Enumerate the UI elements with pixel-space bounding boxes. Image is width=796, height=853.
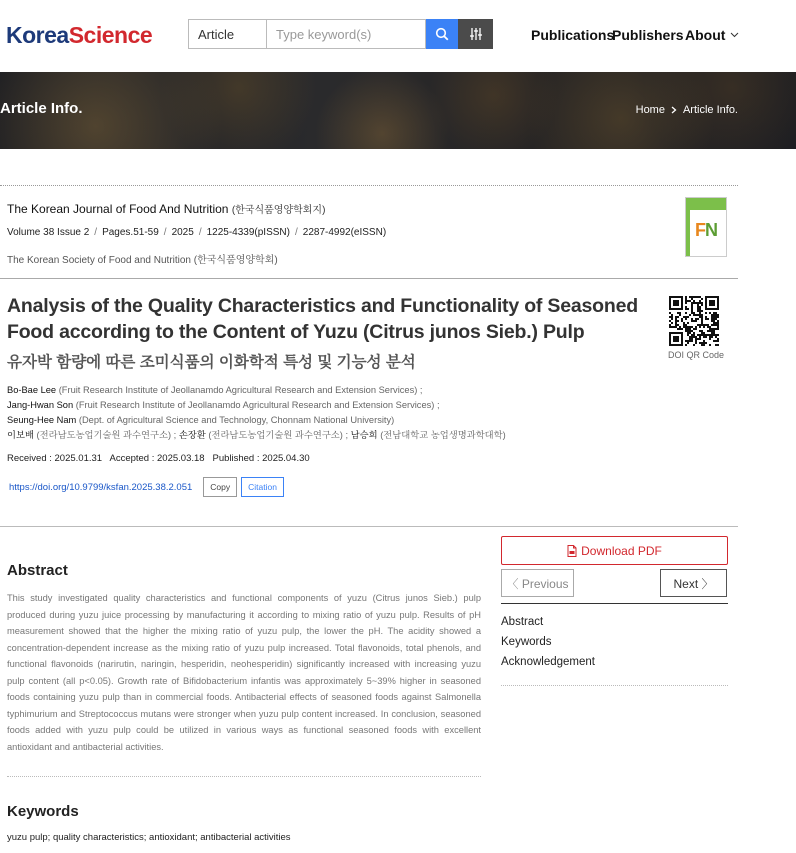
journal-year: 2025 [171, 227, 194, 238]
author-affiliation: (Dept. of Agricultural Science and Technology, Chonnam National University) [78, 415, 395, 425]
doi-qr-code[interactable] [669, 296, 719, 346]
journal-meta: Volume 38 Issue 2 / Pages.51-59 / 2025 / 1225-4339(pISSN) / 2287-4992(eISSN) [7, 227, 387, 238]
journal-cover-logo: FN [695, 220, 717, 240]
journal-name-en: The Korean Journal of Food And Nutrition [7, 202, 229, 216]
author-name-kr[interactable]: 이보배 [7, 430, 34, 440]
search-input[interactable]: Type keyword(s) [266, 19, 426, 49]
abstract-text: This study investigated quality characteristics and functional components of yuzu (Citrus junos Sieb.) pulp produced during yuzu juice processing by manufacturing it according to mixing ratio of yuzu pulp. Results of pH measurement showed that the higher the mixing ratio of yuzu pulp, the lower the pH. The acidity showed a concentration-dependent increase as the mixing ratio of yuzu pulp increased. Total flavonoids, total phenols, and functional flavonoids (narirutin, naringin, hesperidin, neohesperidin) significantly increased with increasing yuzu pulp content (all p<0.05). Growth rate of Bifidobacterium infantis was approximately 5~39% higher in seasoned foods containing yuzu pulp than in commercial foods. Antibacterial effects of seasoned foods against Salmonella typhimurium and Streptococcus mutans were stronger when yuzu pulp content increased. In conclusion, seasoned foods added with yuzu pulp could be utilized in various ways as functional seasoned foods with excellent antioxidant and antibacterial activities. [7, 593, 481, 752]
author-name[interactable]: Jang-Hwan Son [7, 400, 74, 410]
qr-label: DOI QR Code [668, 350, 725, 360]
article-title-kr: 유자박 함량에 따른 조미식품의 이화학적 특성 및 기능성 분석 [7, 354, 416, 371]
author-name[interactable]: Bo-Bae Lee [7, 385, 57, 395]
sliders-icon [469, 27, 483, 41]
chevron-down-icon [730, 32, 739, 38]
published-date: Published : 2025.04.30 [212, 453, 310, 464]
author-affiliation-kr: (전라남도농업기술원 과수연구소) ; [208, 430, 349, 440]
author-row [7, 413, 506, 428]
logo-text-korea: Korea [6, 22, 69, 48]
author-name-kr[interactable]: 손장환 [178, 430, 206, 440]
divider [501, 603, 728, 604]
nav-about[interactable] [685, 27, 739, 43]
nav-publishers[interactable]: Publishers [612, 27, 684, 43]
author-affiliation: (Fruit Research Institute of Jeollanamdo Agricultural Research and Extension Services) ; [58, 385, 423, 395]
divider [0, 185, 738, 186]
author-name[interactable]: Seung-Hee Nam [7, 415, 77, 425]
author-affiliation-kr: (전라남도농업기술원 과수연구소) ; [36, 430, 177, 440]
next-article-button[interactable]: Next 〉 [660, 569, 727, 597]
divider [501, 685, 728, 686]
chevron-right-icon [671, 106, 677, 114]
search-type-select[interactable]: Article [188, 19, 266, 49]
breadcrumb [636, 104, 738, 116]
journal-pages: Pages.51-59 [102, 227, 159, 238]
page-title: Article Info. [0, 100, 83, 117]
author-affiliation-kr: (전남대학교 농업생명과학대학) [380, 430, 506, 440]
previous-article-button[interactable]: 〈 Previous [501, 569, 574, 597]
divider [0, 526, 738, 527]
site-logo[interactable] [6, 22, 152, 49]
journal-name-kr: (한국식품영양학회지) [231, 205, 326, 216]
breadcrumb-home[interactable]: Home [635, 104, 665, 116]
abstract-heading: Abstract [7, 562, 68, 579]
journal-pissn: 1225-4339(pISSN) [206, 227, 290, 238]
author-name-kr[interactable]: 남승희 [350, 430, 378, 440]
copy-doi-button[interactable]: Copy [203, 477, 237, 497]
keywords-heading: Keywords [7, 803, 79, 820]
accepted-date: Accepted : 2025.03.18 [109, 453, 205, 464]
received-date: Received : 2025.01.31 [7, 453, 103, 464]
site-header [0, 0, 796, 72]
search-icon [435, 27, 449, 41]
nav-about-label: About [685, 27, 726, 43]
doi-link[interactable]: https://doi.org/10.9799/ksfan.2025.38.2.051 [9, 481, 193, 493]
journal-publisher[interactable]: The Korean Society of Food and Nutrition (한국식품영양학회) [7, 255, 278, 266]
article-title: Analysis of the Quality Characteristics and Functionality of Seasoned Food according to the Content of Yuzu (Citrus junos Sieb.) Pulp [7, 295, 638, 343]
citation-button[interactable]: Citation [241, 477, 284, 497]
search-bar [188, 19, 493, 49]
article-dates [7, 453, 310, 464]
author-row-kr [7, 428, 506, 443]
download-pdf-button[interactable] [501, 536, 728, 565]
author-list [7, 383, 506, 443]
page-banner [0, 72, 796, 149]
logo-text-science: Science [68, 22, 153, 48]
journal-volume[interactable]: Volume 38 Issue 2 [7, 227, 90, 238]
keywords-text: yuzu pulp; quality characteristics; antioxidant; antibacterial activities [7, 832, 291, 843]
toc-item-keywords[interactable]: Keywords [501, 636, 552, 648]
divider [7, 776, 481, 777]
author-row [7, 398, 506, 413]
nav-publications[interactable]: Publications [531, 27, 615, 43]
toc-item-acknowledgement[interactable]: Acknowledgement [501, 656, 595, 668]
author-row [7, 383, 506, 398]
divider [0, 278, 738, 279]
qr-code-icon [669, 296, 719, 346]
pdf-file-icon [567, 545, 577, 557]
toc-item-abstract[interactable]: Abstract [501, 616, 544, 628]
download-pdf-label: Download PDF [581, 543, 662, 558]
journal-cover-image[interactable] [685, 197, 727, 257]
journal-name[interactable] [7, 201, 325, 216]
search-button[interactable] [426, 19, 458, 49]
breadcrumb-current: Article Info. [682, 104, 738, 116]
advanced-search-button[interactable] [458, 19, 493, 49]
author-affiliation: (Fruit Research Institute of Jeollanamdo Agricultural Research and Extension Services) ; [75, 400, 440, 410]
doi-row [9, 477, 288, 497]
journal-eissn: 2287-4992(eISSN) [302, 227, 387, 238]
